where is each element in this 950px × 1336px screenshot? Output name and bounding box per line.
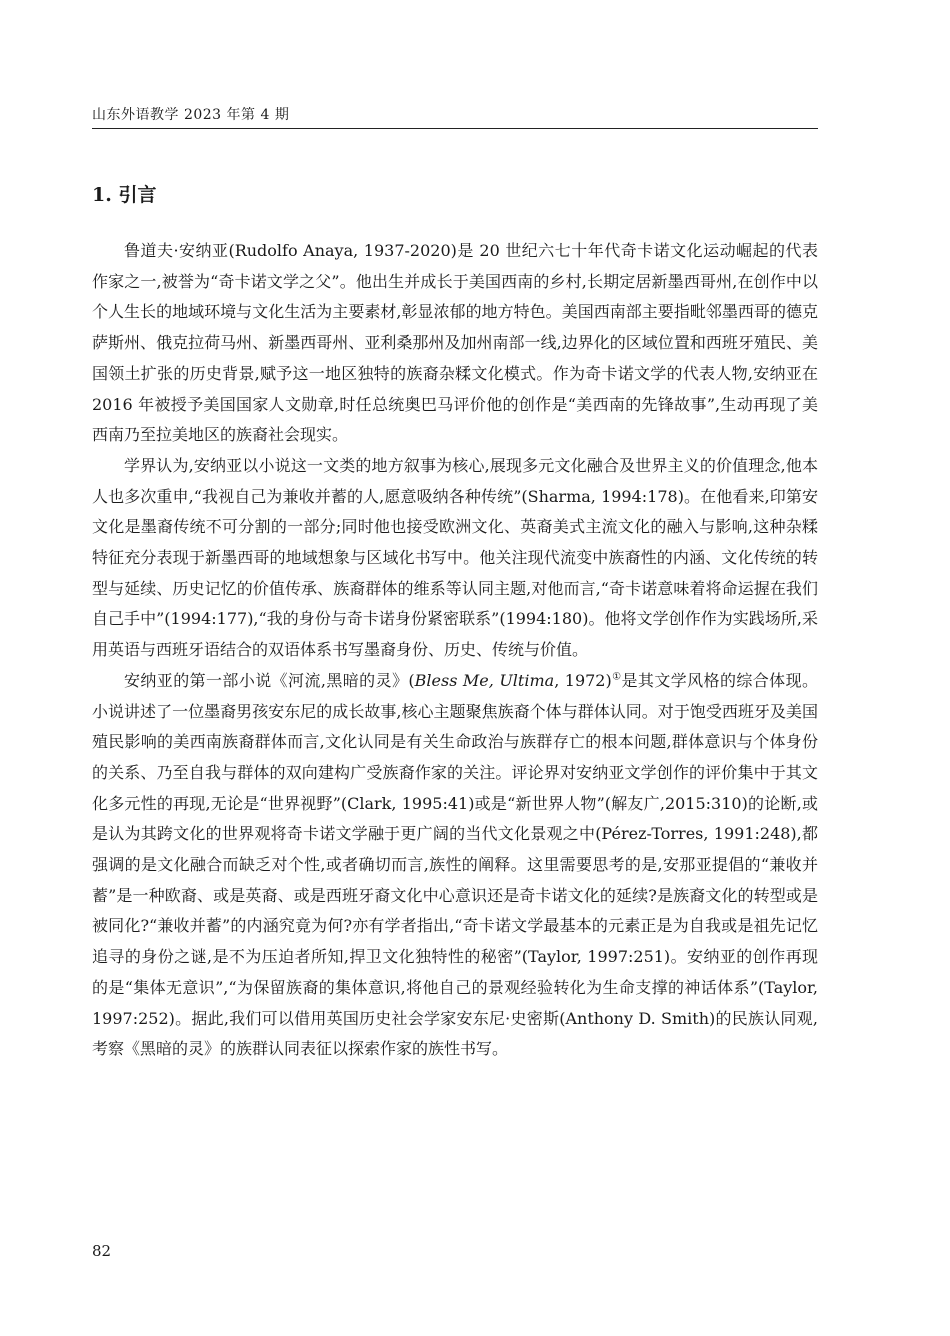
paragraph-3-intro: 安纳亚的第一部小说《河流,黑暗的灵》(	[124, 670, 415, 690]
paragraph-3-body: 是其文学风格的综合体现。小说讲述了一位墨裔男孩安东尼的成长故事,核心主题聚焦族裔个体与群体认同。对于饱受西班牙及美国殖民影响的美西南族裔群体而言,文化认同是有关生命政治与族群存亡的根本问题,群体意识与个体身份的关系、乃至自我与群体的双向建构广受族裔作家的关注。评论界对安纳亚文学创作的评价集中于其文化多元性的再现,无论是“世界视野”(Clark, 1995:41)或是“新世界人物”(解友广,2015:310)的论断,或是认为其跨文化的世界观将奇卡诺文学融于更广阔的当代文化景观之中(Pérez-Torres, 1991:248),都强调的是文化融合而缺乏对个性,或者确切而言,族性的阐释。这里需要思考的是,安那亚提倡的“兼收并蓄”是一种欧裔、或是英裔、或是西班牙裔文化中心意识还是奇卡诺文化的延续?是族裔文化的转型或是被同化?“兼收并蓄”的内涵究竟为何?亦有学者指出,“奇卡诺文学最基本的元素正是为自我或是祖先记忆追寻的身份之谜,是不为压迫者所知,捍卫文化独特性的秘密”(Taylor, 1997:251)。安纳亚的创作再现的是“集体无意识”,“为保留族裔的集体意识,将他自己的景观经验转化为生命支撑的神话体系”(Taylor, 1997:252)。据此,我们可以借用英国历史社会学家安东尼·史密斯(Anthony D. Smith)的民族认同观,考察《黑暗的灵》的族群认同表征以探索作家的族性书写。	[92, 670, 818, 1059]
novel-title-english: Bless Me, Ultima	[414, 670, 555, 690]
page-number: 82	[92, 1242, 112, 1260]
paragraph-2: 学界认为,安纳亚以小说这一文类的地方叙事为核心,展现多元文化融合及世界主义的价值理念,他本人也多次重申,“我视自己为兼收并蓄的人,愿意吸纳各种传统”(Sharma, 1994:178)。在他看来,印第安文化是墨裔传统不可分割的一部分;同时他也接受欧洲文化、英裔美式主流文化的融入与影响,这种杂糅特征充分表现于新墨西哥的地域想象与区域化书写中。他关注现代流变中族裔性的内涵、文化传统的转型与延续、历史记忆的价值传承、族裔群体的维系等认同主题,对他而言,“奇卡诺意味着将命运握在我们自己手中”(1994:177),“我的身份与奇卡诺身份紧密联系”(1994:180)。他将文学创作作为实践场所,采用英语与西班牙语结合的双语体系书写墨裔身份、历史、传统与价值。	[92, 455, 818, 660]
journal-issue-label: 山东外语教学 2023 年第 4 期	[92, 107, 290, 123]
footnote-marker[interactable]: ①	[611, 671, 622, 683]
novel-year: , 1972)	[554, 670, 612, 690]
body-text	[92, 236, 818, 1065]
running-header	[92, 104, 818, 129]
paragraph-1: 鲁道夫·安纳亚(Rudolfo Anaya, 1937-2020)是 20 世纪六七十年代奇卡诺文化运动崛起的代表作家之一,被誉为“奇卡诺文学之父”。他出生并成长于美国西南的乡村,长期定居新墨西哥州,在创作中以个人生长的地域环境与文化生活为主要素材,彰显浓郁的地方特色。美国西南部主要指毗邻墨西哥的德克萨斯州、俄克拉荷马州、新墨西哥州、亚利桑那州及加州南部一线,边界化的区域位置和西班牙殖民、美国领土扩张的历史背景,赋予这一地区独特的族裔杂糅文化模式。作为奇卡诺文学的代表人物,安纳亚在 2016 年被授予美国国家人文勋章,时任总统奥巴马评价他的创作是“美西南的先锋故事”,生动再现了美西南乃至拉美地区的族裔社会现实。	[92, 241, 818, 445]
section-heading: 1. 引言	[92, 184, 157, 206]
paragraph-3	[92, 666, 818, 1065]
